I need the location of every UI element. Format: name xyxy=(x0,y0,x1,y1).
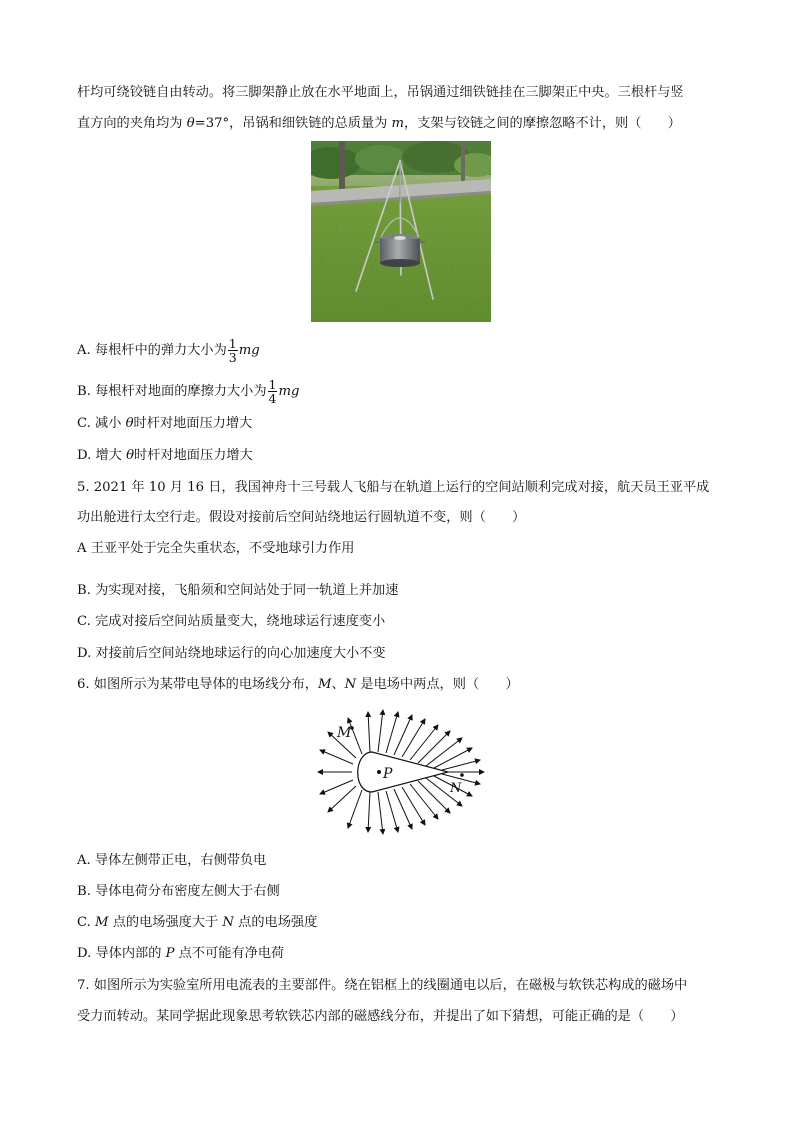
q5-stem-line1: 5. 2021 年 10 月 16 日，我国神舟十三号载人飞船与在轨道上运行的空间站顺利完成对接，航天员王亚平成 xyxy=(77,480,710,495)
q6-option-b: B. 导体电荷分布密度左侧大于右侧 xyxy=(77,884,280,899)
option-text: 时杆对地面压力增大 xyxy=(133,416,253,431)
q6-option-a: A. 导体左侧带正电，右侧带负电 xyxy=(77,853,267,868)
q6-stem xyxy=(77,676,519,694)
label-m: M xyxy=(337,725,352,741)
q5-option-c: C. 完成对接后空间站质量变大，绕地球运行速度变小 xyxy=(77,614,386,629)
q6-stem-text: 是电场中两点，则（ ） xyxy=(356,677,519,692)
q4-option-d xyxy=(77,447,253,465)
q4-stem-line2 xyxy=(77,115,681,133)
option-text: 点不可能有净电荷 xyxy=(174,946,285,961)
q6-option-d xyxy=(77,945,284,963)
q4-stem-line1: 杆均可绕铰链自由转动。将三脚架静止放在水平地面上，吊锅通过细铁链挂在三脚架正中央。三根杆与竖 xyxy=(77,85,684,100)
theta-symbol: θ xyxy=(125,416,134,431)
q4-option-c xyxy=(77,415,252,433)
option-text: 点的电场强度 xyxy=(233,915,318,930)
point-p-dot xyxy=(377,770,381,774)
point-n-symbol: N xyxy=(344,677,357,692)
fraction xyxy=(228,337,238,364)
point-n-dot xyxy=(460,773,464,777)
mg-symbol: mg xyxy=(278,384,300,399)
q6-stem-text: 、 xyxy=(331,677,345,692)
label-p: P xyxy=(383,766,393,782)
option-text: D. 增大 xyxy=(77,448,127,463)
q4-option-a xyxy=(77,337,260,364)
tripod-pot-photo xyxy=(311,141,491,322)
mg-symbol: mg xyxy=(238,343,260,358)
option-text: A. 每根杆中的弹力大小为 xyxy=(77,343,227,358)
q5-stem-line2: 功出舱进行太空行走。假设对接前后空间站绕地运行圆轨道不变，则（ ） xyxy=(77,510,526,525)
fraction xyxy=(268,378,278,405)
option-text: D. 导体内部的 xyxy=(77,946,166,961)
point-m-symbol: M xyxy=(95,915,109,930)
theta-symbol: θ xyxy=(126,448,135,463)
q5-option-d: D. 对接前后空间站绕地球运行的向心加速度大小不变 xyxy=(77,646,386,661)
q6-stem-text: 6. 如图所示为某带电导体的电场线分布， xyxy=(77,677,318,692)
option-text: C. 减小 xyxy=(77,416,126,431)
conductor-shape xyxy=(358,752,448,792)
option-text: B. 每根杆对地面的摩擦力大小为 xyxy=(77,384,267,399)
q4-stem-text: ，支架与铰链之间的摩擦忽略不计，则（ ） xyxy=(404,116,681,131)
theta-symbol: θ xyxy=(186,116,195,131)
option-text: C. xyxy=(77,915,96,930)
point-m-symbol: M xyxy=(317,677,332,692)
fraction-denominator: 3 xyxy=(228,350,237,365)
q4-stem-text: =37°，吊锅和细铁链的总质量为 xyxy=(194,116,392,131)
q4-stem-text: 直方向的夹角均为 xyxy=(77,116,187,131)
q7-stem-line1: 7. 如图所示为实验室所用电流表的主要部件。绕在铝框上的线圈通电以后，在磁极与软铁芯构成的磁场中 xyxy=(77,978,688,993)
fraction-numerator: 1 xyxy=(268,377,277,392)
fraction-numerator: 1 xyxy=(228,336,237,351)
q7-stem-line2: 受力而转动。某同学据此现象思考软铁芯内部的磁感线分布，并提出了如下猜想，可能正确的是（ ） xyxy=(77,1009,684,1024)
q5-option-a: A 王亚平处于完全失重状态，不受地球引力作用 xyxy=(77,541,355,556)
label-n: N xyxy=(450,781,462,796)
point-n-symbol: N xyxy=(222,915,234,930)
fraction-denominator: 4 xyxy=(268,391,277,406)
point-p-symbol: P xyxy=(165,946,175,961)
electric-field-diagram xyxy=(312,706,490,838)
q5-option-b: B. 为实现对接，飞船须和空间站处于同一轨道上并加速 xyxy=(77,583,399,598)
mass-symbol: m xyxy=(391,116,405,131)
option-text: 点的电场强度大于 xyxy=(108,915,223,930)
option-text: 时杆对地面压力增大 xyxy=(134,448,253,463)
q6-option-c xyxy=(77,914,317,932)
q4-option-b xyxy=(77,378,299,405)
